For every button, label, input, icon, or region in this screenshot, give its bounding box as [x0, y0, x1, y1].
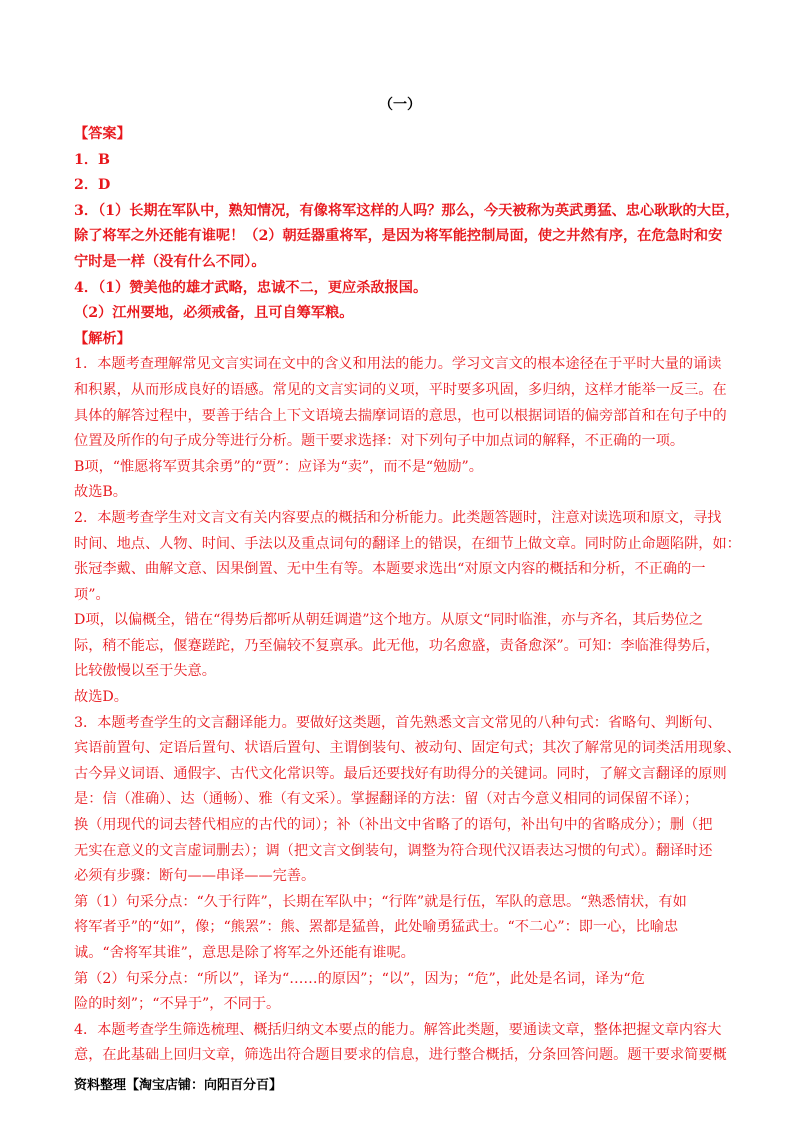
text-line: 故选D。	[74, 689, 128, 706]
text-line: 【解析】	[74, 330, 131, 347]
text-line: 位置及所作的句子成分等进行分析。题干要求选择：对下列句子中加点词的解释，不正确的一项。	[74, 433, 685, 450]
text-line: 宾语前置句、定语后置句、状语后置句、主谓倒装句、被动句、固定句式；其次了解常见的词类活用现象、	[74, 740, 741, 757]
text-line: 2．本题考查学生对文言文有关内容要点的概括和分析能力。此类题答题时，注意对读选项和原文，寻找	[74, 509, 722, 526]
text-line: 意，在此基础上回归文章，筛选出符合题目要求的信息，进行整合概括，分条回答问题。题干要求简要概	[74, 1047, 727, 1064]
text-line: 换（用现代的词去替代相应的古代的词）；补（补出文中省略了的语句，补出句中的省略成分）；删（把	[74, 817, 713, 834]
text-line: 3．（1）长期在军队中，熟知情况，有像将军这样的人吗？那么，今天被称为英武勇猛、忠心耿耿的大臣，	[74, 202, 740, 219]
text-line: 诚。“舍将军其谁”，意思是除了将军之外还能有谁呢。	[74, 945, 415, 961]
text-line: 2．D	[74, 177, 111, 194]
text-line: 具体的解答过程中，要善于结合上下文语境去揣摩词语的意思，也可以根据词语的偏旁部首和在句子中的	[74, 407, 727, 424]
text-line: B项，“惟愿将军贾其余勇”的“贾”：应译为“卖”，而不是“勉励”。	[74, 458, 483, 475]
text-line: 项”。	[74, 586, 110, 603]
text-line: 将军者乎”的“如”，像；“熊罴”：熊、罴都是猛兽，此处喻勇猛武士。“不二心”：即一心，比喻忠	[74, 919, 679, 936]
text-line: 4．（1）赞美他的雄才武略，忠诚不二，更应杀敌报国。	[74, 279, 428, 296]
text-line: 张冠李戴、曲解文意、因果倒置、无中生有等。本题要求选出“对原文内容的概括和分析，不正确的一	[74, 561, 706, 578]
text-line: 除了将军之外还能有谁呢！（2）朝廷器重将军，是因为将军能控制局面，使之井然有序，在危急时和安	[74, 228, 723, 245]
text-line: 无实在意义的文言虚词删去）；调（把文言文倒装句，调整为符合现代汉语表达习惯的句式）。翻译时还	[74, 842, 713, 859]
text-line: 古今异义词语、通假字、古代文化常识等。最后还要找好有助得分的关键词。同时，了解文言翻译的原则	[74, 765, 727, 782]
text-line: 际，稍不能忘，偃蹇蹉跎，乃至偏较不复禀承。此无他，功名愈盛，责备愈深”。可知：李临淮得势后，	[74, 637, 720, 654]
text-line: 第（2）句采分点：“所以”，译为“……的原因”；“以”，因为；“危”，此处是名词，译为“危	[74, 970, 645, 987]
text-line: D项，以偏概全，错在“得势后都听从朝廷调遣”这个地方。从原文“同时临淮，亦与齐名，其后势位之	[74, 612, 704, 629]
text-line: 宁时是一样（没有什么不同）。	[74, 253, 266, 270]
text-line: 3．本题考查学生的文言翻译能力。要做好这类题，首先熟悉文言文常见的八种句式：省略句、判断句、	[74, 714, 722, 731]
text-line: 1．B	[74, 151, 111, 168]
text-line: （2）江州要地，必须戒备，且可自筹军粮。	[74, 305, 354, 322]
footer-source: 资料整理【淘宝店铺：向阳百分百】	[74, 1078, 283, 1093]
text-line: 和积累，从而形成良好的语感。常见的文言实词的义项，平时要多巩固，多归纳，这样才能举一反三。在	[74, 381, 727, 398]
text-line: 时间、地点、人物、时间、手法以及重点词句的翻译上的错误，在细节上做文章。同时防止命题陷阱，如：	[74, 535, 741, 552]
text-line: 4．本题考查学生筛选梳理、概括归纳文本要点的能力。解答此类题，要通读文章，整体把握文章内容大	[74, 1021, 722, 1038]
text-line: 是：信（准确）、达（通畅）、雅（有文采）。掌握翻译的方法：留（对古今意义相同的词保留不译）；	[74, 791, 699, 808]
text-line: 第（1）句采分点：“久于行阵”，长期在军队中；“行阵”就是行伍，军队的意思。“熟悉情状，有如	[74, 893, 687, 910]
text-line: 1．本题考查理解常见文言实词在文中的含义和用法的能力。学习文言文的根本途径在于平时大量的诵读	[74, 356, 722, 373]
text-line: 险的时刻”；“不异于”，不同于。	[74, 996, 281, 1013]
answer-content	[74, 122, 741, 1069]
text-line: 【答案】	[74, 126, 131, 142]
text-line: 必须有步骤：断句——串译——完善。	[74, 868, 316, 885]
text-line: 故选B。	[74, 484, 127, 501]
section-title: （一）	[379, 97, 421, 113]
text-line: 比较傲慢以至于失意。	[74, 663, 216, 680]
